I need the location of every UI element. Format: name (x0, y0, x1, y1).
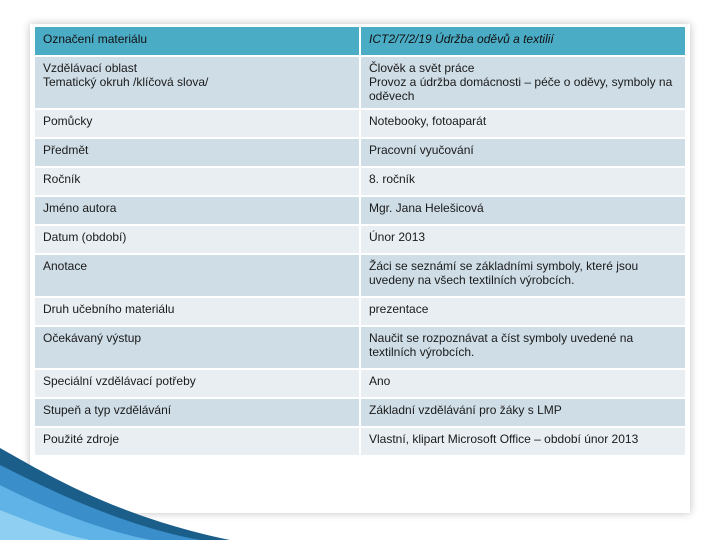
row-label-line: Vzdělávací oblast (43, 61, 138, 75)
table-row (35, 254, 685, 297)
table-row (35, 56, 685, 109)
row-label: Datum (období) (35, 225, 360, 254)
row-label-line: Tematický okruh /klíčová slova/ (43, 75, 209, 89)
metadata-table (35, 27, 685, 457)
row-value: Naučit se rozpoznávat a číst symboly uvedené na textilních výrobcích. (360, 326, 685, 369)
row-label: Anotace (35, 254, 360, 297)
row-value-line: Člověk a svět práce (369, 61, 475, 75)
header-value: ICT2/7/2/19 Údržba oděvů a textilií (360, 27, 685, 56)
row-label: Ročník (35, 167, 360, 196)
row-label: Druh učebního materiálu (35, 297, 360, 326)
row-value: Notebooky, fotoaparát (360, 109, 685, 138)
row-value: Pracovní vyučování (360, 138, 685, 167)
row-label: Očekávaný výstup (35, 326, 360, 369)
row-label: Speciální vzdělávací potřeby (35, 369, 360, 398)
row-label: Předmět (35, 138, 360, 167)
table-row (35, 138, 685, 167)
row-value-line: Provoz a údržba domácnosti – péče o oděvy, symboly na oděvech (369, 75, 673, 103)
row-label: Použité zdroje (35, 427, 360, 456)
table-row (35, 109, 685, 138)
table-row (35, 196, 685, 225)
row-label: Pomůcky (35, 109, 360, 138)
table-row (35, 297, 685, 326)
table-row (35, 326, 685, 369)
row-value (360, 56, 685, 109)
table-row (35, 398, 685, 427)
row-label: Jméno autora (35, 196, 360, 225)
table-row (35, 369, 685, 398)
row-value: 8. ročník (360, 167, 685, 196)
row-value: Mgr. Jana Helešicová (360, 196, 685, 225)
row-value: Únor 2013 (360, 225, 685, 254)
row-label: Stupeň a typ vzdělávání (35, 398, 360, 427)
table-row (35, 427, 685, 456)
table-row (35, 167, 685, 196)
table-row (35, 225, 685, 254)
row-label (35, 56, 360, 109)
row-value: Vlastní, klipart Microsoft Office – období únor 2013 (360, 427, 685, 456)
header-label: Označení materiálu (35, 27, 360, 56)
row-value: Ano (360, 369, 685, 398)
row-value: Žáci se seznámí se základními symboly, které jsou uvedeny na všech textilních výrobcích. (360, 254, 685, 297)
row-value: prezentace (360, 297, 685, 326)
row-value: Základní vzdělávání pro žáky s LMP (360, 398, 685, 427)
table-header-row (35, 27, 685, 56)
